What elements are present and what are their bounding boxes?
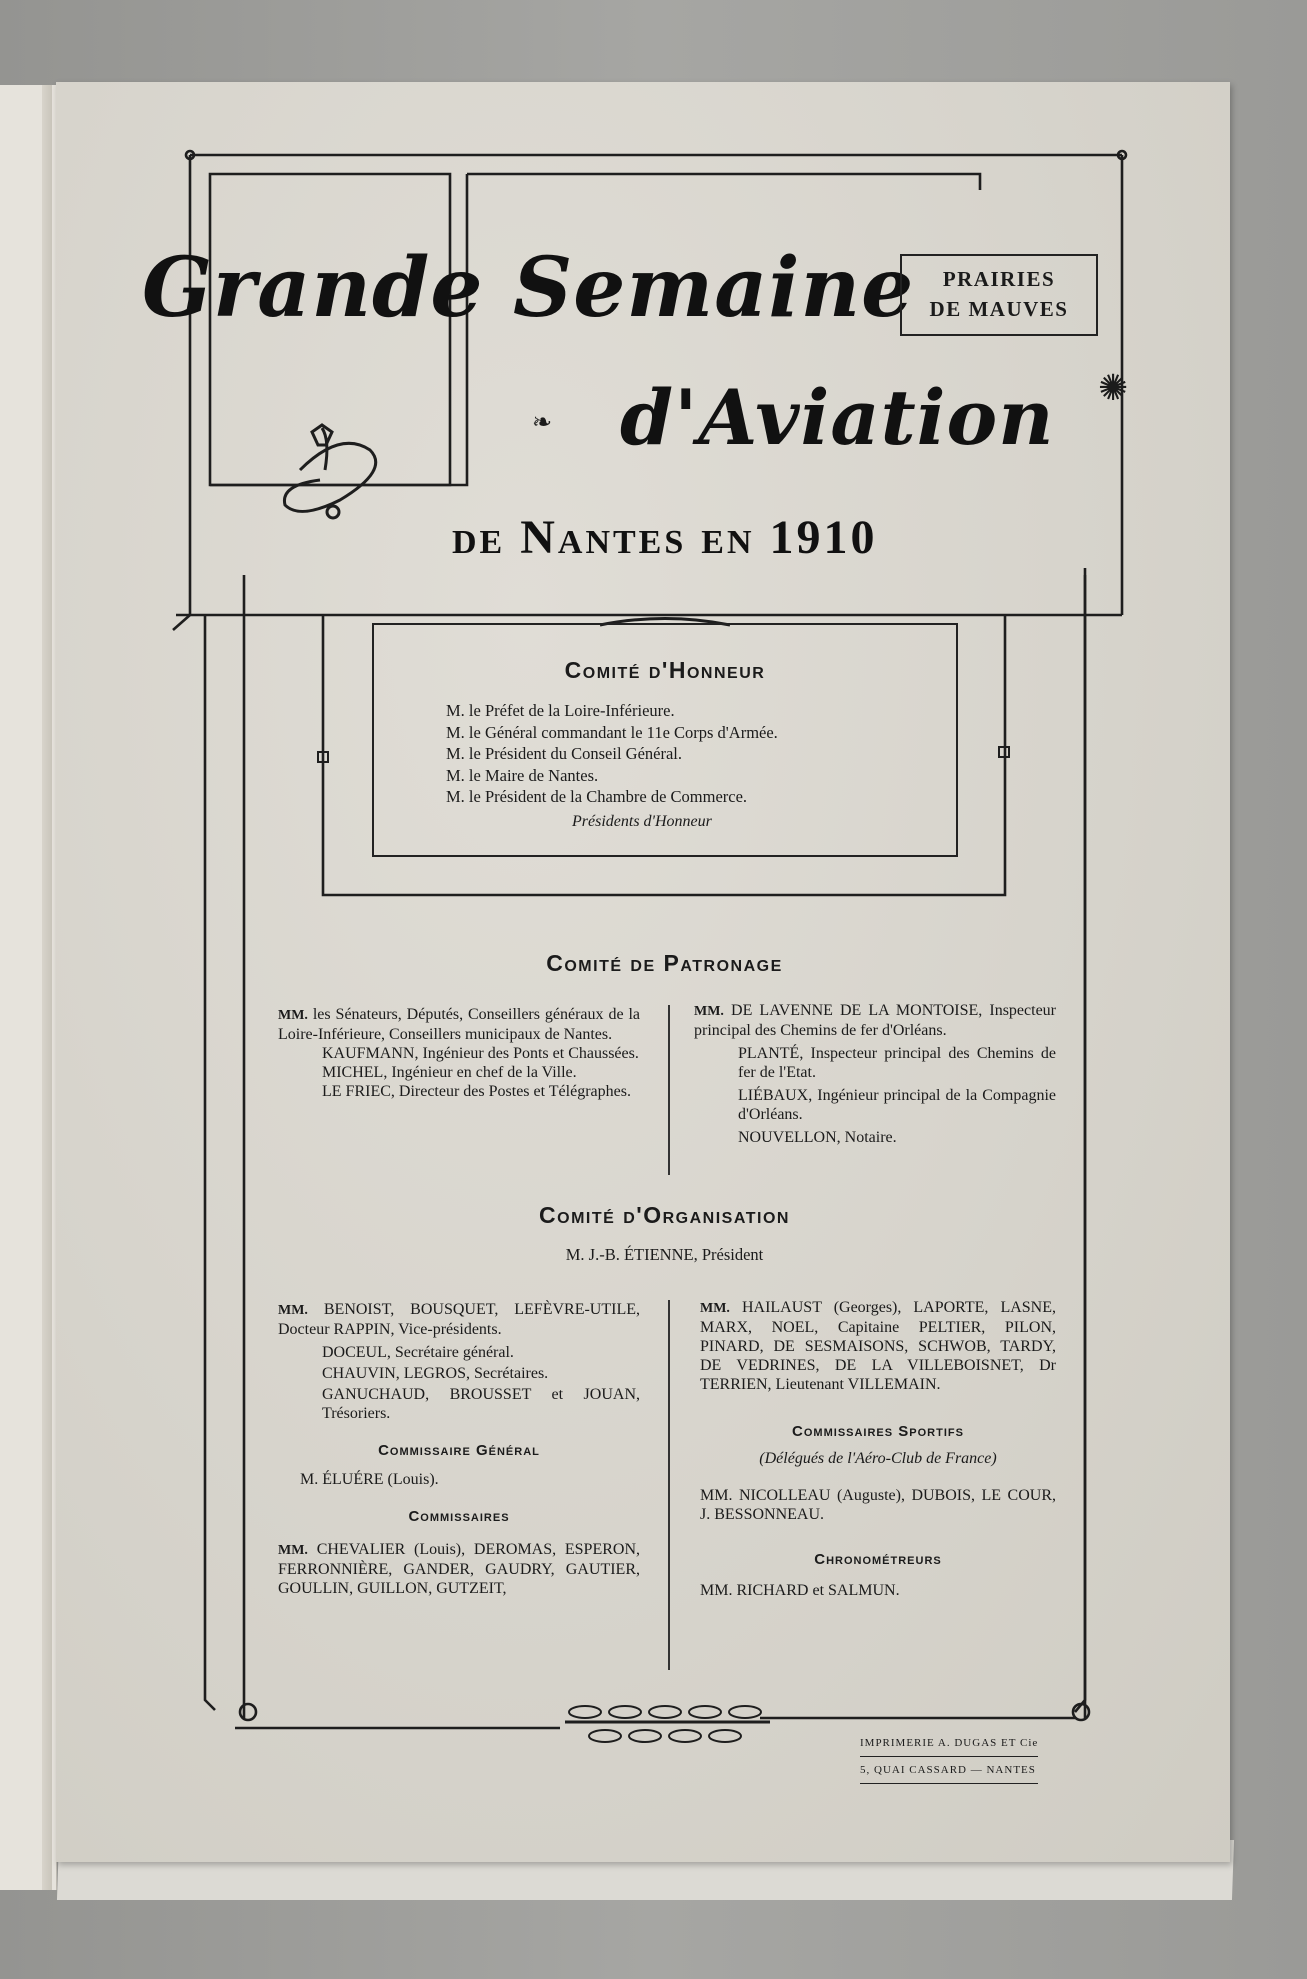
patronage-left-prefix: MM. [278,1008,308,1023]
sportifs-label: Commissaires Sportifs [792,1423,964,1440]
honneur-member: M. le Préfet de la Loire-Inférieure. [446,701,675,720]
patronage-left-column [278,1005,640,1101]
comite-patronage-heading: Comité de Patronage [546,950,783,976]
commissaires-list: CHEVALIER (Louis), DEROMAS, ESPERON, FERRONNIÈRE, GANDER, GAUDRY, GAUTIER, GOULLIN, GUILLON, GUTZEIT, [278,1541,640,1597]
organisation-entry: BENOIST, BOUSQUET, LEFÈVRE-UTILE, Docteur RAPPIN, Vice-présidents. [278,1301,641,1338]
honneur-member: M. le Président du Conseil Général. [446,744,682,763]
title-line-2: d'Aviation [620,373,1055,462]
location-line-1: PRAIRIES [942,267,1056,291]
title-line-1: Grande Semaine [142,240,915,336]
chrono-label: Chronométreurs [814,1551,942,1568]
comite-honneur-heading: Comité d'Honneur [564,657,766,683]
commissaires-prefix: MM. [278,1543,308,1558]
printer-credit [860,1730,1038,1784]
organisation-left-prefix: MM. [278,1303,308,1318]
patronage-right-column [694,1001,1056,1147]
patronage-entry: NOUVELLON, Notaire. [738,1129,897,1146]
sportifs-note: (Délégués de l'Aéro-Club de France) [759,1450,997,1467]
star-ornament-icon: ✺ [1098,368,1129,408]
organisation-entry: GANUCHAUD, BROUSSET et JOUAN, Trésoriers. [322,1386,640,1422]
organisation-entry: DOCEUL, Secrétaire général. [322,1344,514,1361]
printer-line-2: 5, QUAI CASSARD — NANTES [860,1757,1038,1784]
patronage-entry: DE LAVENNE DE LA MONTOISE, Inspecteur principal des Chemins de fer d'Orléans. [694,1002,1056,1039]
organisation-right-column [700,1298,1056,1600]
organisation-entry: CHAUVIN, LEGROS, Secrétaires. [322,1365,549,1382]
comite-organisation-heading: Comité d'Organisation [539,1202,790,1228]
commissaire-general-label: Commissaire Général [378,1442,540,1459]
patronage-right-prefix: MM. [694,1004,724,1019]
patronage-entry: LIÉBAUX, Ingénieur principal de la Compagnie d'Orléans. [738,1087,1056,1123]
organisation-right-entries: HAILAUST (Georges), LAPORTE, LASNE, MARX, NOEL, Capitaine PELTIER, PILON, PINARD, DE SESMAISONS, SCHWOB, TARDY, DE VEDRINES, DE LA VILLEBOISNET, Dr TERRIEN, Lieutenant VILLEMAIN. [700,1299,1057,1393]
printer-line-1: IMPRIMERIE A. DUGAS ET Cie [860,1730,1038,1757]
patronage-entry: PLANTÉ, Inspecteur principal des Chemins de fer de l'Etat. [738,1045,1056,1081]
sportifs-list: MM. NICOLLEAU (Auguste), DUBOIS, LE COUR, J. BESSONNEAU. [700,1487,1056,1523]
title-line-3: de Nantes en 1910 [452,511,878,564]
patronage-entry: MICHEL, Ingénieur en chef de la Ville. [322,1064,577,1081]
location-box [900,254,1098,336]
organisation-right-prefix: MM. [700,1301,730,1316]
honneur-member: M. le Maire de Nantes. [446,765,599,785]
commissaires-label: Commissaires [408,1508,510,1525]
organisation-divider [668,1300,670,1670]
patronage-divider [668,1005,670,1175]
facing-page-edge [0,85,57,1890]
honneur-member: M. le Général commandant le 11e Corps d'Armée. [446,722,778,742]
honneur-members [446,700,778,808]
patronage-entry: les Sénateurs, Députés, Conseillers généraux de la Loire-Inférieure, Conseillers municipaux de Nantes. [278,1006,641,1043]
organisation-president: M. J.-B. ÉTIENNE, Président [565,1245,764,1264]
location-line-2: DE MAUVES [929,297,1069,321]
patronage-entry: KAUFMANN, Ingénieur des Ponts et Chaussées. [322,1045,639,1062]
fleuron-icon: ❧ [532,410,553,436]
organisation-left-column [278,1300,640,1598]
patronage-entry: LE FRIEC, Directeur des Postes et Télégraphes. [322,1083,631,1100]
honneur-role: Présidents d'Honneur [572,813,712,830]
commissaire-general: M. ÉLUÉRE (Louis). [300,1471,439,1488]
honneur-member: M. le Président de la Chambre de Commerce. [446,787,748,806]
chrono-list: MM. RICHARD et SALMUN. [700,1582,900,1599]
